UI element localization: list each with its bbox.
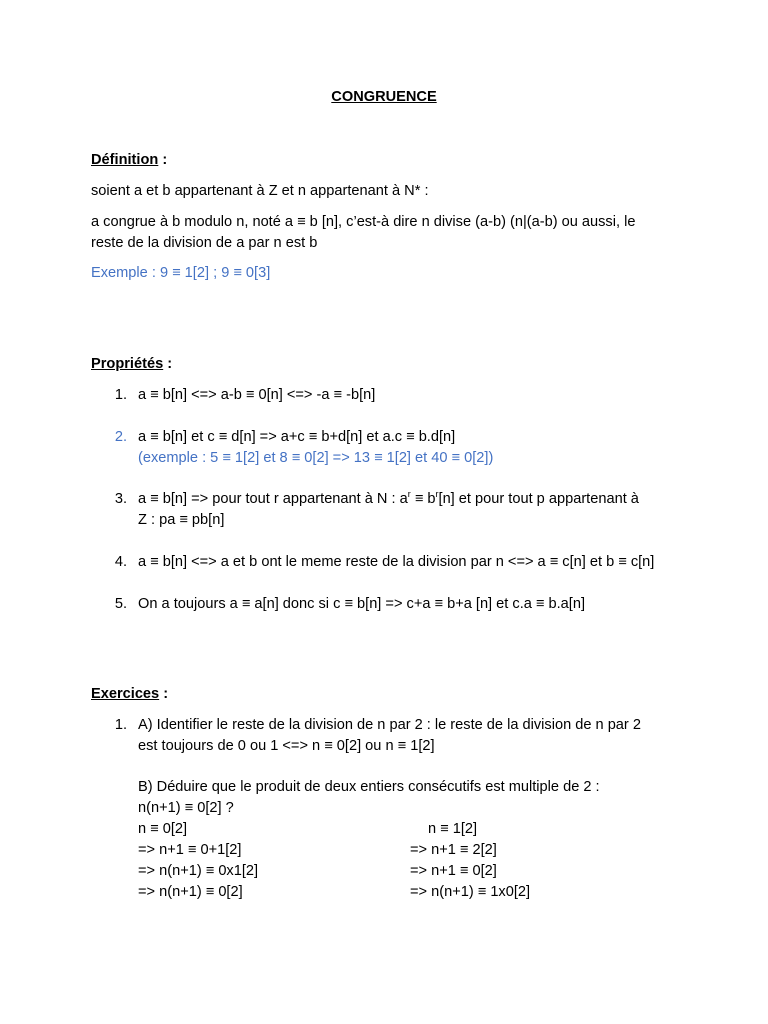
case-left-line: => n(n+1) ≡ 0[2] [138, 884, 243, 900]
case-left-line: => n(n+1) ≡ 0x1[2] [138, 863, 259, 879]
case-right-line: => n(n+1) ≡ 1x0[2] [410, 884, 531, 900]
property-item-2-example: (exemple : 5 ≡ 1[2] et 8 ≡ 0[2] => 13 ≡ 1[2] et 40 ≡ 0[2]) [138, 450, 494, 466]
case-right-line: => n+1 ≡ 0[2] [410, 863, 497, 879]
property-item-2: a ≡ b[n] et c ≡ d[n] => a+c ≡ b+d[n] et a.c ≡ b.d[n] [138, 429, 456, 445]
property-item-3: a ≡ b[n] => pour tout r appartenant à N : $a^r \equiv b^r[n]$ et pour tout p appartenant à [138, 489, 639, 507]
property-item-1: a ≡ b[n] <=> a-b ≡ 0[n] <=> -a ≡ -b[n] [138, 387, 376, 403]
section-heading-exercises: Exercices : [91, 686, 169, 702]
definition-line-2: a congrue à b modulo n, noté a ≡ b [n], c’est-à dire n divise (a-b) (n|(a-b) ou aussi, le [91, 214, 636, 230]
list-number: 1. [114, 717, 127, 733]
list-number: 1. [114, 387, 127, 403]
case-right-line: n ≡ 1[2] [428, 821, 478, 837]
exercise-part-b-line-1: B) Déduire que le produit de deux entiers consécutifs est multiple de 2 : [138, 779, 600, 795]
exercise-part-a-line-1: A) Identifier le reste de la division de n par 2 : le reste de la division de n par 2 [138, 717, 641, 733]
case-left-line: => n+1 ≡ 0+1[2] [138, 842, 242, 858]
section-heading-properties: Propriétés : [91, 356, 173, 372]
property-item-5: On a toujours a ≡ a[n] donc si c ≡ b[n] => c+a ≡ b+a [n] et c.a ≡ b.a[n] [138, 596, 585, 612]
page-title: CONGRUENCE [331, 89, 437, 105]
list-number: 4. [114, 554, 127, 570]
list-number: 2. [114, 429, 127, 445]
exercise-part-b-line-2: n(n+1) ≡ 0[2] ? [138, 800, 234, 816]
property-item-3-cont: Z : pa ≡ pb[n] [138, 512, 225, 528]
case-left-line: n ≡ 0[2] [138, 821, 188, 837]
case-right-line: => n+1 ≡ 2[2] [410, 842, 497, 858]
definition-line-3: reste de la division de a par n est b [91, 235, 318, 251]
property-item-4: a ≡ b[n] <=> a et b ont le meme reste de la division par n <=> a ≡ c[n] et b ≡ c[n] [138, 554, 655, 570]
definition-example: Exemple : 9 ≡ 1[2] ; 9 ≡ 0[3] [91, 265, 271, 281]
exercise-part-a-line-2: est toujours de 0 ou 1 <=> n ≡ 0[2] ou n ≡ 1[2] [138, 738, 435, 754]
definition-line-1: soient a et b appartenant à Z et n appartenant à N* : [91, 183, 429, 199]
list-number: 3. [114, 491, 127, 507]
section-heading-definition: Définition : [91, 152, 168, 168]
list-number: 5. [114, 596, 127, 612]
